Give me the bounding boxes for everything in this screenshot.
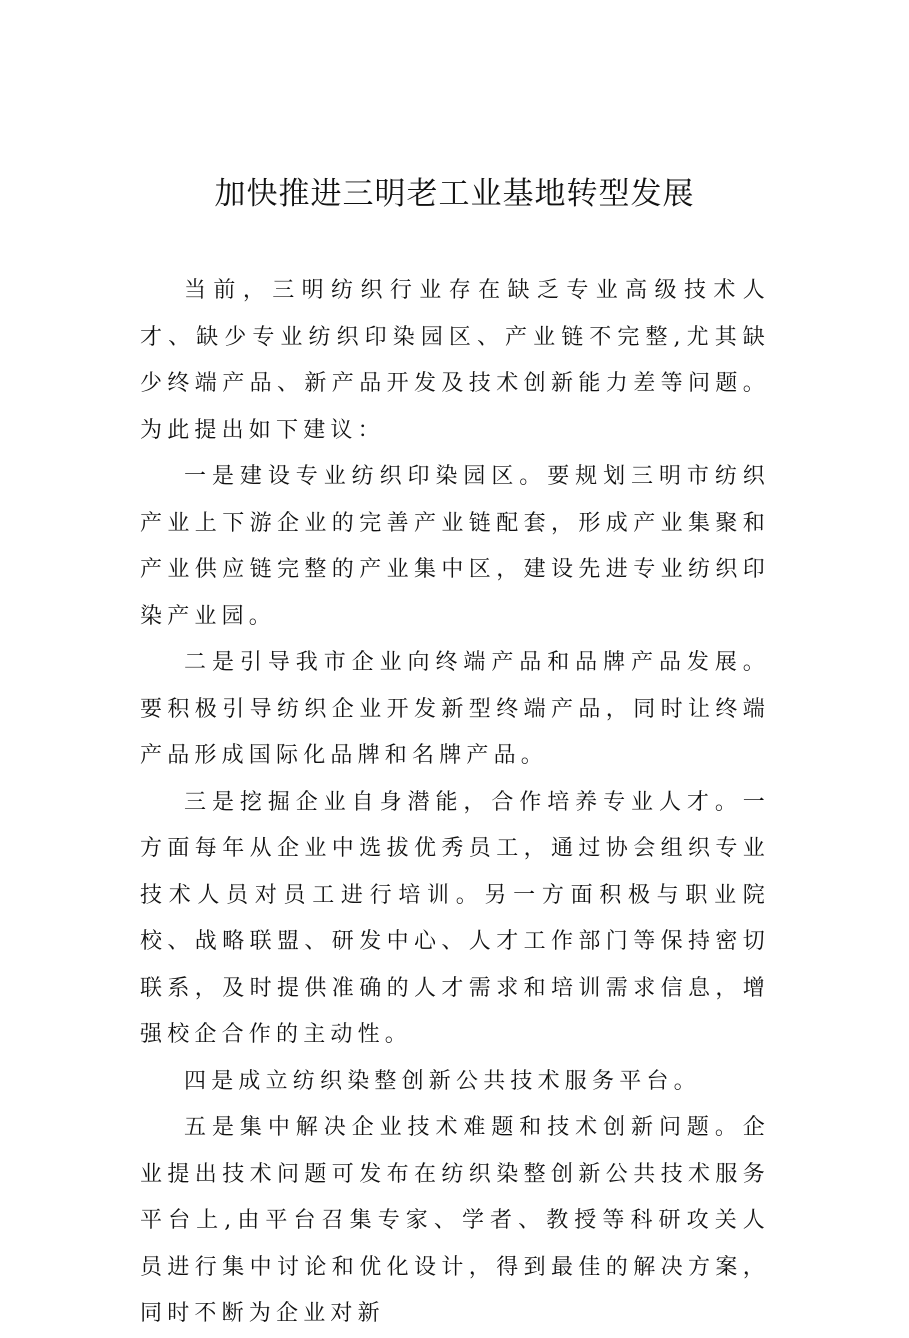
paragraph-suggestion-2: 二是引导我市企业向终端产品和品牌产品发展。要积极引导纺织企业开发新型终端产品，同时让终端产品形成国际化品牌和名牌产品。: [140, 650, 770, 768]
paragraph-suggestion-5: 五是集中解决企业技术难题和技术创新问题。企业提出技术问题可发布在纺织染整创新公共技术服务平台上,由平台召集专家、学者、教授等科研攻关人员进行集中讨论和优化设计，得到最佳的解决方案，同时不断为企业对新: [140, 1115, 770, 1326]
document-body: [140, 268, 770, 1338]
paragraph-intro: 当前，三明纺织行业存在缺乏专业高级技术人才、缺少专业纺织印染园区、产业链不完整,尤其缺少终端产品、新产品开发及技术创新能力差等问题。为此提出如下建议：: [140, 278, 770, 443]
paragraph-suggestion-1: 一是建设专业纺织印染园区。要规划三明市纺织产业上下游企业的完善产业链配套，形成产业集聚和产业供应链完整的产业集中区，建设先进专业纺织印染产业园。: [140, 464, 770, 629]
paragraph-suggestion-4: 四是成立纺织染整创新公共技术服务平台。: [184, 1068, 701, 1094]
document-title: 加快推进三明老工业基地转型发展: [214, 176, 695, 212]
paragraph-suggestion-3: 三是挖掘企业自身潜能，合作培养专业人才。一方面每年从企业中选拔优秀员工，通过协会组织专业技术人员对员工进行培训。另一方面积极与职业院校、战略联盟、研发中心、人才工作部门等保持密切联系，及时提供准确的人才需求和培训需求信息，增强校企合作的主动性。: [140, 789, 770, 1047]
